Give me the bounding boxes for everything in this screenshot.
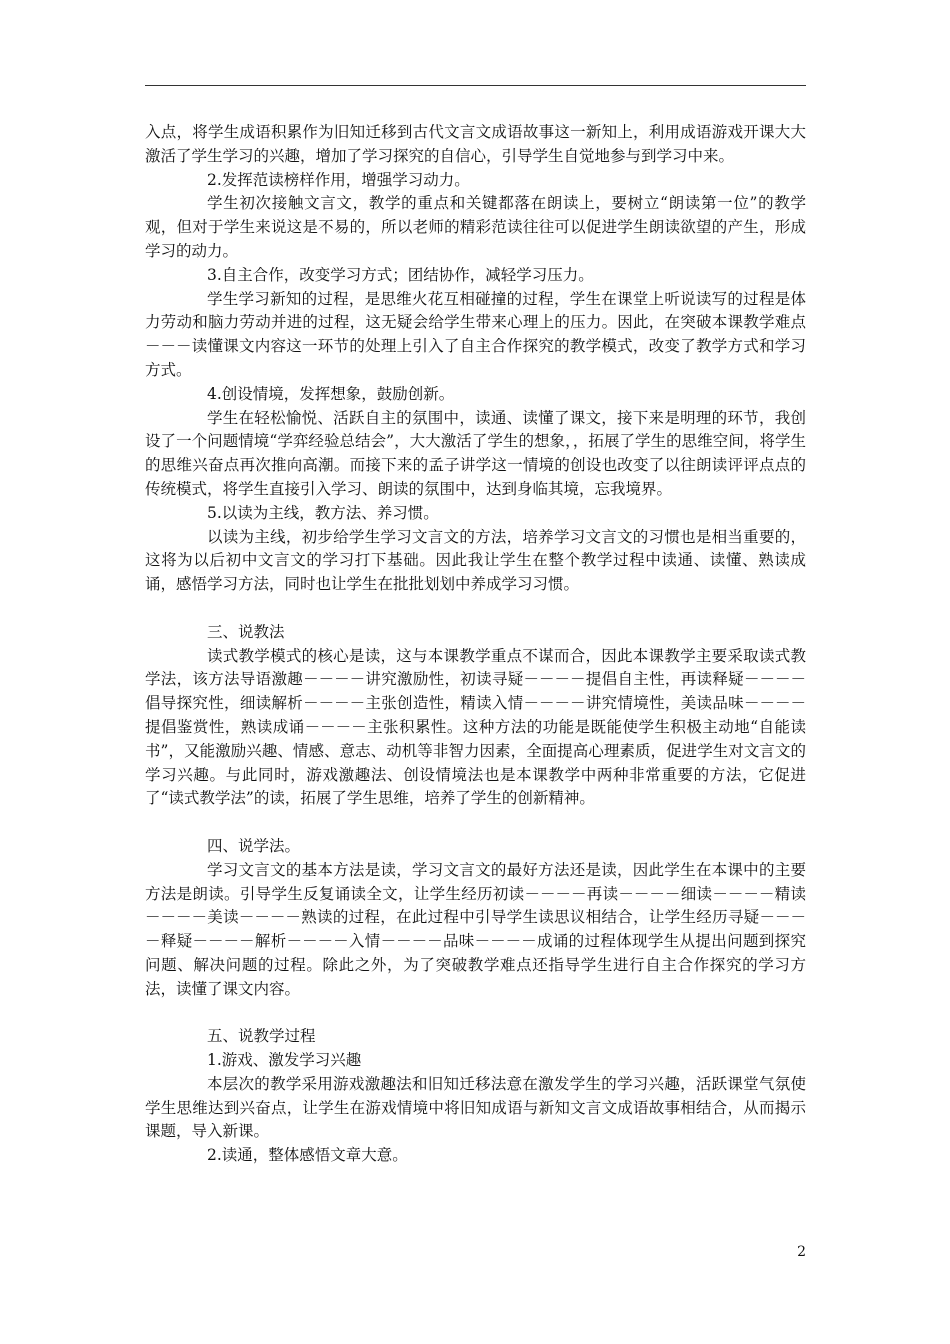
section-heading: 五、说教学过程 <box>207 1027 316 1046</box>
paragraph: 学生在轻松愉悦、活跃自主的氛围中，读通、读懂了课文，接下来是明理的环节，我创设了一个问题情境“学弈经验总结会”，大大激活了学生的想象，，拓展了学生的思维空间，将学生的思维兴奋点再次推向高潮。而接下来的孟子讲学这一情境的创设也改变了以往朗读评评点点的传统模式，将学生直接引入学习、朗读的氛围中，达到身临其境，忘我境界。 <box>145 408 806 498</box>
paragraph: 学习文言文的基本方法是读，学习文言文的最好方法还是读，因此学生在本课中的主要方法是朗读。引导学生反复诵读全文，让学生经历初读－－－－再读－－－－细读－－－－精读－－－－美读－－－－熟读的过程，在此过程中引导学生读思议相结合，让学生经历寻疑－－－－释疑－－－－解析－－－－入情－－－－品味－－－－成诵的过程体现学生从提出问题到探究问题、解决问题的过程。除此之外，为了突破教学难点还指导学生进行自主合作探究的学习方法，读懂了课文内容。 <box>145 860 806 998</box>
section-heading: 4.创设情境，发挥想象，鼓励创新。 <box>207 384 455 403</box>
page-number: 2 <box>797 1244 806 1260</box>
section-heading: 四、说学法。 <box>207 836 301 855</box>
section-heading: 2.读通，整体感悟文章大意。 <box>207 1146 408 1165</box>
blank-line <box>145 811 806 835</box>
header-rule <box>145 85 806 86</box>
paragraph: 学生初次接触文言文，教学的重点和关键都落在朗读上，要树立“朗读第一位”的教学观，但对于学生来说这是不易的，所以老师的精彩范读往往可以促进学生朗读欲望的产生，形成学习的动力。 <box>145 194 806 260</box>
body-text <box>145 121 806 1168</box>
section-heading: 2.发挥范读榜样作用，增强学习动力。 <box>207 170 470 189</box>
section-heading: 5.以读为主线，教方法、养习惯。 <box>207 503 439 522</box>
paragraph: 本层次的教学采用游戏激趣法和旧知迁移法意在激发学生的学习兴趣，活跃课堂气氛使学生思维达到兴奋点，让学生在游戏情境中将旧知成语与新知文言文成语故事相结合，从而揭示课题，导入新课。 <box>145 1074 806 1141</box>
section-heading: 1.游戏、激发学习兴趣 <box>207 1051 362 1070</box>
blank-line <box>145 1001 806 1025</box>
paragraph: 入点，将学生成语积累作为旧知迁移到古代文言文成语故事这一新知上，利用成语游戏开课大大激活了学生学习的兴趣，增加了学习探究的自信心，引导学生自觉地参与到学习中来。 <box>145 123 806 165</box>
paragraph: 读式教学模式的核心是读，这与本课教学重点不谋而合，因此本课教学主要采取读式教学法，该方法导语激趣－－－－讲究激励性，初读寻疑－－－－提倡自主性，再读释疑－－－－倡导探究性，细读解析－－－－主张创造性，精读入情－－－－讲究情境性，美读品味－－－－提倡鉴赏性，熟读成诵－－－－主张积累性。这种方法的功能是既能使学生积极主动地“自能读书”，又能激励兴趣、情感、意志、动机等非智力因素，全面提高心理素质，促进学生对文言文的学习兴趣。与此同时，游戏激趣法、创设情境法也是本课教学中两种非常重要的方法，它促进了“读式教学法”的读，拓展了学生思维，培养了学生的创新精神。 <box>145 646 806 808</box>
blank-line <box>145 597 806 621</box>
paragraph: 学生学习新知的过程，是思维火花互相碰撞的过程，学生在课堂上听说读写的过程是体力劳动和脑力劳动并进的过程，这无疑会给学生带来心理上的压力。因此，在突破本课教学难点－－－读懂课文内容这一环节的处理上引入了自主合作探究的教学模式，改变了教学方式和学习方式。 <box>145 289 806 379</box>
paragraph: 以读为主线，初步给学生学习文言文的方法，培养学习文言文的习惯也是相当重要的，这将为以后初中文言文的学习打下基础。因此我让学生在整个教学过程中读通、读懂、熟读成诵，感悟学习方法，同时也让学生在批批划划中养成学习习惯。 <box>145 527 806 594</box>
section-heading: 3.自主合作，改变学习方式；团结协作，减轻学习压力。 <box>207 265 594 284</box>
section-heading: 三、说教法 <box>207 622 285 641</box>
